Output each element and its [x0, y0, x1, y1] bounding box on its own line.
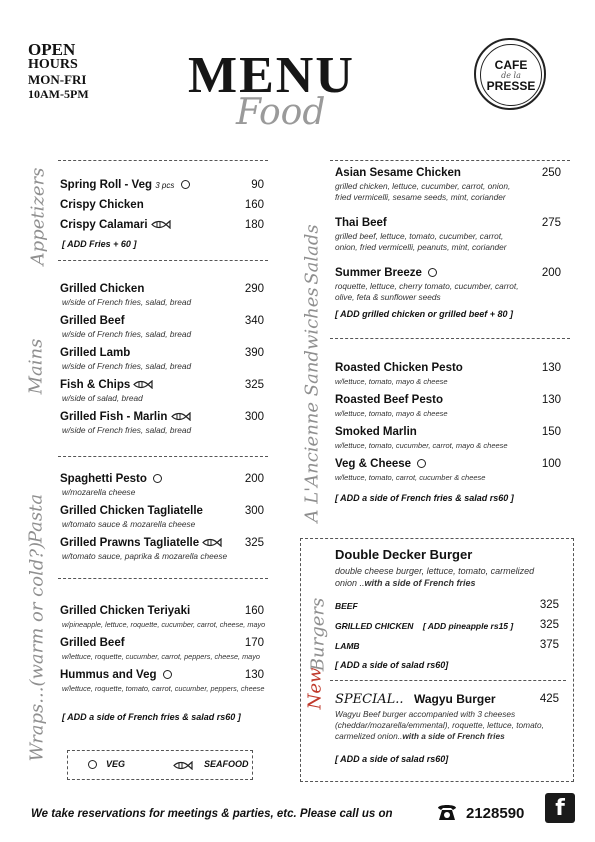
veg-icon: [163, 670, 172, 679]
open-hours: [28, 42, 89, 102]
menu-subtitle: Food: [236, 92, 326, 133]
section-label-wraps: Wraps...(warm or cold?): [26, 541, 48, 762]
item-name: Grilled Chicken Tagliatelle: [60, 505, 203, 517]
veg-icon: [417, 459, 426, 468]
item-price: 300: [244, 411, 264, 423]
menu-item: [335, 267, 437, 279]
section-label-new: New: [304, 667, 326, 710]
item-name: Veg & Cheese: [335, 458, 412, 470]
item-price: 170: [244, 637, 264, 649]
item-desc: w/tomato sauce, paprika & mozarella cheese: [62, 551, 228, 561]
item-price: 90: [251, 179, 264, 191]
item-name: Roasted Chicken Pesto: [335, 362, 463, 374]
item-name: Crispy Calamari: [60, 219, 148, 231]
veg-icon: [153, 474, 162, 483]
item-price: 160: [244, 605, 264, 617]
item-name: Grilled Chicken: [60, 283, 145, 295]
special-desc: [335, 709, 563, 742]
seafood-icon: [171, 412, 191, 421]
menu-item: [60, 473, 162, 485]
seafood-icon: [202, 538, 222, 547]
item-desc: w/side of French fries, salad, bread: [62, 425, 192, 435]
item-name: Thai Beef: [335, 217, 387, 229]
legend-veg: VEG: [106, 759, 126, 769]
item-price: 250: [541, 167, 561, 179]
burger-option: BEEF: [335, 601, 358, 611]
section-label-pasta: Pasta: [25, 493, 47, 544]
seafood-icon: [151, 220, 171, 229]
veg-icon: [88, 760, 97, 769]
item-name: Crispy Chicken: [60, 199, 144, 211]
section-label-burgers: Burgers: [307, 597, 329, 672]
logo-middle: de la: [501, 70, 521, 80]
item-name: Grilled Beef: [60, 315, 125, 327]
item-desc: w/lettuce, tomato, cucumber, carrot, mayo & cheese: [335, 441, 508, 450]
item-desc: w/lettuce, tomato, mayo & cheese: [335, 377, 448, 386]
add-note: [ ADD a side of salad rs60]: [335, 754, 449, 764]
menu-item: [60, 219, 171, 231]
logo-top: CAFE: [494, 57, 528, 72]
veg-icon: [428, 268, 437, 277]
item-desc: w/side of French fries, salad, bread: [62, 329, 192, 339]
item-price: 130: [244, 669, 264, 681]
item-name: Grilled Chicken Teriyaki: [60, 605, 191, 617]
special-name: Wagyu Burger: [413, 692, 496, 706]
add-note: [ ADD a side of French fries & salad rs60 ]: [335, 493, 514, 503]
open-hours-line: 10AM-5PM: [28, 87, 89, 101]
burger-option-extra: [ ADD pineapple rs15 ]: [422, 621, 514, 631]
item-price: 275: [541, 217, 561, 229]
special-desc-bold: with a side of French fries: [402, 731, 505, 741]
item-price: 340: [244, 315, 264, 327]
item-price: 325: [244, 379, 264, 391]
item-name: Roasted Beef Pesto: [335, 394, 444, 406]
open-hours-line: HOURS: [28, 57, 78, 72]
section-label-appetizers: Appetizers: [27, 167, 49, 266]
item-price: 200: [244, 473, 264, 485]
item-name: Grilled Fish - Marlin: [60, 411, 168, 423]
facebook-icon[interactable]: f: [545, 793, 575, 823]
item-name: Asian Sesame Chicken: [335, 167, 461, 179]
burger-desc-bold: with a side of French fries: [364, 578, 476, 588]
item-desc: w/lettuce, tomato, mayo & cheese: [335, 409, 448, 418]
item-desc: w/lettuce, roquette, tomato, carrot, cucumber, peppers, cheese: [62, 684, 265, 693]
item-name: Hummus and Veg: [60, 669, 157, 681]
item-desc: grilled beef, lettuce, tomato, cucumber, carrot, onion, fried vermicelli, peanuts, mint, coriander: [335, 231, 507, 252]
menu-item: [60, 537, 222, 549]
item-desc: w/pineapple, lettuce, roquette, cucumber, carrot, cheese, mayo: [62, 620, 266, 629]
special-header: [335, 690, 496, 708]
item-price: 180: [244, 219, 264, 231]
item-name: Spaghetti Pesto: [60, 473, 147, 485]
item-price: 325: [244, 537, 264, 549]
item-desc: w/tomato sauce & mozarella cheese: [62, 519, 196, 529]
item-price: 130: [541, 394, 561, 406]
item-price: 325: [539, 599, 559, 611]
item-name: Grilled Prawns Tagliatelle: [60, 537, 200, 549]
item-desc: w/mozarella cheese: [62, 487, 136, 497]
item-name: Grilled Beef: [60, 637, 125, 649]
section-label-salads: Salads: [301, 224, 323, 285]
menu-item: [60, 411, 191, 423]
divider: [58, 260, 268, 261]
item-price: 425: [539, 693, 559, 705]
burger-option-name: GRILLED CHICKEN: [335, 621, 414, 631]
phone-icon: [436, 802, 458, 822]
open-hours-line: OPEN: [28, 40, 76, 59]
menu-title: MENU: [188, 47, 355, 104]
special-label: SPECIAL..: [335, 692, 404, 707]
divider: [58, 578, 268, 579]
divider: [58, 160, 268, 161]
item-extra: 3 pcs: [155, 181, 175, 190]
cafe-logo: [474, 38, 546, 110]
item-desc: grilled chicken, lettuce, cucumber, carrot, onion, fried vermicelli, sesame seeds, mint, coriander: [335, 181, 511, 202]
item-price: 160: [244, 199, 264, 211]
menu-item: [335, 458, 426, 470]
item-name: Smoked Marlin: [335, 426, 417, 438]
section-label-mains: Mains: [25, 338, 47, 395]
add-note: [ ADD Fries + 60 ]: [62, 239, 137, 249]
legend: [67, 750, 253, 780]
seafood-icon: [172, 761, 194, 770]
divider: [330, 338, 570, 339]
seafood-icon: [133, 380, 153, 389]
divider: [58, 456, 268, 457]
item-price: 325: [539, 619, 559, 631]
item-price: 100: [541, 458, 561, 470]
add-note: [ ADD a side of French fries & salad rs60 ]: [62, 712, 241, 722]
phone-number: 2128590: [466, 805, 525, 822]
item-name: Spring Roll - Veg: [60, 179, 153, 191]
item-desc: w/side of French fries, salad, bread: [62, 361, 192, 371]
logo-bottom: PRESSE: [486, 78, 536, 93]
item-name: Summer Breeze: [335, 267, 422, 279]
item-price: 150: [541, 426, 561, 438]
item-price: 130: [541, 362, 561, 374]
menu-item: [60, 179, 190, 191]
special-desc-plain: Wagyu Beef burger accompanied with 3 cheeses (cheddar/mozarella/emmental), roquette, lettuce, tomato, carmelized onion..: [335, 709, 544, 741]
item-desc: roquette, lettuce, cherry tomato, cucumber, carrot, olive, feta & sunflower seeds: [335, 281, 519, 302]
item-name: Grilled Lamb: [60, 347, 131, 359]
item-name: Fish & Chips: [60, 379, 131, 391]
legend-seafood: SEAFOOD: [204, 759, 249, 769]
veg-icon: [181, 180, 190, 189]
burger-desc: [335, 565, 535, 589]
burger-desc-plain: double cheese burger, lettuce, tomato, carmelized onion ..: [335, 566, 535, 588]
section-label-sandwiches: A L'Ancienne Sandwiches: [301, 287, 323, 523]
item-price: 300: [244, 505, 264, 517]
item-price: 200: [541, 267, 561, 279]
item-price: 375: [539, 639, 559, 651]
add-note: [ ADD a side of salad rs60]: [335, 660, 449, 670]
burger-option: LAMB: [335, 641, 360, 651]
item-price: 290: [244, 283, 264, 295]
divider: [330, 160, 570, 161]
item-desc: w/lettuce, tomato, carrot, cucumber & cheese: [335, 473, 486, 482]
item-desc: w/lettuce, roquette, cucumber, carrot, peppers, cheese, mayo: [62, 652, 260, 661]
burger-option: [335, 621, 513, 631]
menu-item: [60, 669, 172, 681]
open-hours-line: MON-FRI: [28, 72, 87, 87]
footer-text: We take reservations for meetings & parties, etc. Please call us on: [31, 808, 393, 820]
item-desc: w/side of salad, bread: [62, 393, 143, 403]
menu-item: [60, 379, 153, 391]
item-desc: w/side of French fries, salad, bread: [62, 297, 192, 307]
add-note: [ ADD grilled chicken or grilled beef + 80 ]: [335, 309, 513, 319]
burger-title: Double Decker Burger: [335, 547, 473, 562]
item-price: 390: [244, 347, 264, 359]
